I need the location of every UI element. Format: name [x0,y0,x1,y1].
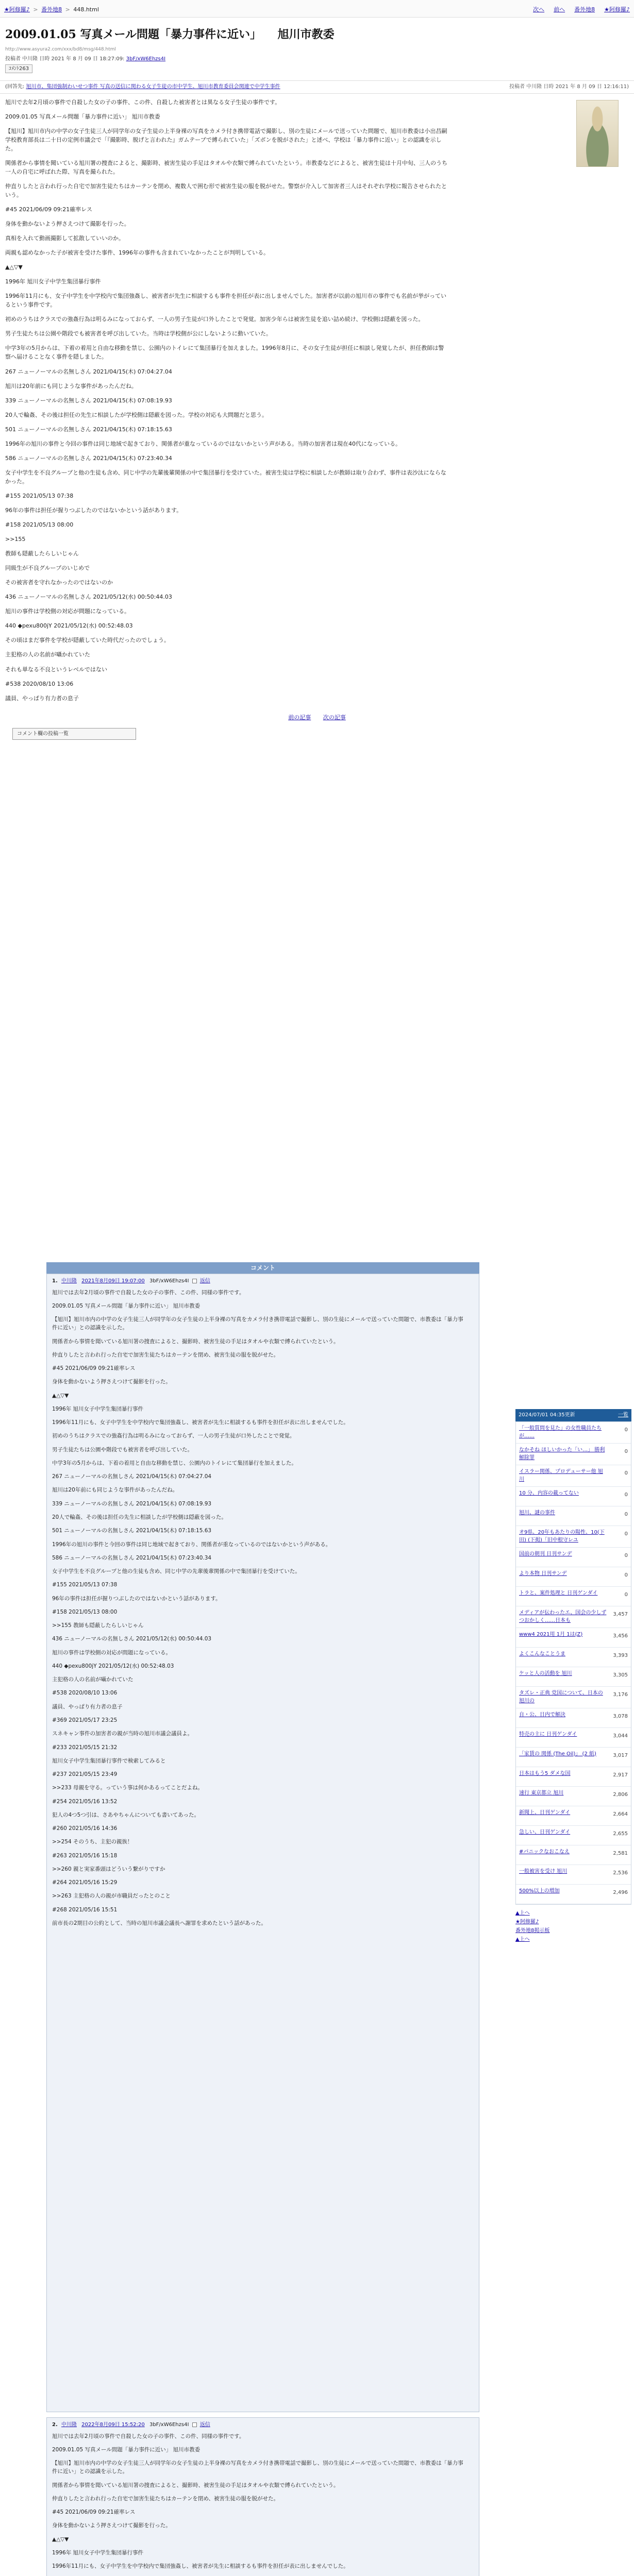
article-paragraph: 2009.01.05 写真メール問題「暴力事件に近い」 旭川市教委 [5,113,160,120]
comment-paragraph: 身体を動かないよう押さえつけて撮影を行った。 [52,2522,171,2529]
reply-target-line [0,80,634,94]
poster-id-link[interactable]: 3bF/xW6Ehzs4I [126,56,166,62]
sidebar-list-item [516,1587,631,1606]
comment-paragraph: >>233 母親を守る。っていう事は何かあるってことだよね。 [52,1785,203,1791]
sidebar-item-link[interactable]: 速行 東京都立 旭川 [519,1790,564,1796]
sidebar-item-link[interactable]: 新聞上、日刊ゲンダイ [519,1809,571,1816]
comment-count-badge[interactable]: ｺﾒﾝﾄ263 [5,64,32,74]
comment-paragraph: 501 ニューノーマルの名無しさん 2021/04/15(木) 07:18:15.63 [52,1528,212,1534]
article-paragraph: 586 ニューノーマルの名無しさん 2021/04/15(木) 07:23:40.34 [5,454,172,462]
sidebar-list-item [516,1865,631,1885]
comment-paragraph: 議員、やっぱり有力者の息子 [52,1703,123,1710]
sidebar-list-item [516,1506,631,1526]
sidebar-item-link[interactable]: www4 2021用 1月 1は(Z) [519,1631,583,1637]
sidebar-list-item [516,1806,631,1826]
sidebar-item-link[interactable]: 旭川、謎の事件 [519,1510,555,1516]
sidebar-list-item [516,1687,631,1708]
sidebar-item-count: 0 [624,1492,628,1498]
reply-target-date: 投稿者 中川隆 日時 2021 年 8 月 09 日 12:16:11) [509,84,629,90]
sidebar-item-link[interactable]: タズレ・正典 党国について、日本の旭川の [519,1690,603,1704]
comment-poster-id[interactable]: 3bF/xW6Ehzs4I [149,1278,189,1284]
article-paragraph: 96年の事件は担任が握りつぶしたのではないかという話があります。 [5,506,182,514]
sidebar-item-link[interactable]: オ9県、20年もあたりの陽性、10(下田) (下掲)「旧中根守レユ [519,1529,605,1543]
comment-paragraph: >>260 親と実家番頭はどういう繋がりですか [52,1866,165,1872]
comment-paragraph: 1996年の旭川の事件と今回の事件は同じ地域で起きており、関係者が重なっているのではないかという声がある。 [52,1541,331,1548]
comment-paragraph: 旭川では去年2月頃の事件で自殺した女の子の事件、この件、同様の事件です。 [52,2433,245,2439]
comment-paragraph: 女子中学生を不良グループと他の生徒も含め、同じ中学の先輩後輩関係の中で集団暴行を受けていた。 [52,1568,301,1575]
article-paragraph: #155 2021/05/13 07:38 [5,492,74,499]
sidebar-item-count: 3,044 [613,1733,628,1739]
article-paragraph: 男子生徒たちは公園や階段でも被害者を呼び出していた。当時は学校側が公にしないように動いていた。 [5,330,272,337]
article-paragraph: 女子中学生を不良グループと他の生徒も含め、同じ中学の先輩後輩関係の中で集団暴行を受けていた。被害生徒は学校に相談したが教師は取り合わず、事件は表沙汰にならなかった。 [5,469,446,485]
comment-paragraph: 96年の事件は担任が握りつぶしたのではないかという話があります。 [52,1595,221,1602]
sidebar-footer [515,1909,631,1944]
sidebar-item-count: 0 [624,1552,628,1558]
sidebar-item-link[interactable]: ケッと人の活動を 旭川 [519,1670,572,1676]
reply-target-link[interactable]: 旭川市、集団強制わいせつ事件 写真の送信に関わる女子生徒の市中学生、旭川市教育委員会関連で中学生事件 [26,84,280,90]
comment-paragraph: 586 ニューノーマルの名無しさん 2021/04/15(木) 07:23:40.34 [52,1554,212,1561]
comment-paragraph: #45 2021/06/09 09:21確率レス [52,2509,136,2516]
post-meta-text: 投稿者 中川隆 日時 2021 年 8 月 09 日 18:27:09: [5,56,125,62]
comment-paragraph: 267 ニューノーマルの名無しさん 2021/04/15(木) 07:04:27.04 [52,1473,212,1480]
comment-paragraph: #538 2020/08/10 13:06 [52,1690,118,1697]
article-header [0,18,634,75]
page-title-text: 2009.01.05 写真メール問題「暴力事件に近い」 [5,28,261,41]
sidebar-item-count: 3,456 [613,1633,628,1639]
comment-number: 1. [52,1278,58,1284]
comment-item [46,2417,479,2576]
comment-paragraph: 中学3年の5月からは、下着の着用と自由な移動を禁じ、公園内のトイレにて集団暴行を加えました。 [52,1460,297,1466]
comment-paragraph: >>155 教師も隠蔽したらしいじゃん [52,1622,144,1629]
comment-paragraph: 1996年 旭川女子中学生集団暴行事件 [52,2549,144,2556]
reply-target-prefix: (回答先: [5,84,25,90]
sidebar-item-count: 2,536 [613,1870,628,1876]
article-paragraph: 旭川で去年2月頃の事件で自殺した女の子の事件、この件、自殺した被害者とは異なる女子生徒の事件です。 [5,98,281,106]
sidebar-header [515,1409,631,1421]
sidebar-list-item [516,1648,631,1667]
sidebar-list-item [516,1885,631,1904]
comment-paragraph: 男子生徒たちは公園や階段でも被害者を呼び出していた。 [52,1446,193,1453]
comment-paragraph: 1996年11月にも、女子中学生を中学校内で集団強姦し、被害者が先生に相談するも事件を担任が表に出しませんでした。 [52,1419,349,1426]
footer-board-link[interactable]: 番外地8掲示板 [515,1927,550,1934]
comment-paragraph: #233 2021/05/15 21:32 [52,1744,118,1751]
breadcrumb-separator: > [65,6,70,13]
article-paragraph: 旭川の事件は学校側の対応が問題になっている。 [5,608,130,615]
comment-header [52,2421,474,2429]
sidebar-item-count: 3,457 [613,1611,628,1617]
comment-paragraph: 20人で輪姦、その後は担任の先生に相談したが学校側は隠蔽を図った。 [52,1514,227,1521]
breadcrumb-home-link[interactable]: ★阿修羅♪ [4,6,30,13]
page-title-owner: 旭川市教委 [277,28,335,41]
sidebar-list-item [516,1422,631,1444]
comment-paragraph: 2009.01.05 写真メール問題「暴力事件に近い」 旭川市教委 [52,1302,201,1309]
article-url: http://www.asyura2.com/xxx/bd8/msg/448.html [5,47,116,53]
sidebar-list-item [516,1748,631,1767]
sidebar-item-count: 2,664 [613,1811,628,1817]
prev-article-link[interactable]: 前の記事 [288,714,311,721]
sidebar-item-count: 0 [624,1531,628,1537]
sidebar-item-link[interactable]: #パニックなおこなえ [519,1849,570,1855]
comment-item [46,1274,479,2412]
sidebar-item-link[interactable]: 10 分、内容の載ってない [519,1490,579,1496]
article-paragraph: #45 2021/06/09 09:21確率レス [5,206,92,213]
sidebar-item-count: 3,176 [613,1691,628,1698]
article-paragraph: >>155 [5,536,26,543]
comment-poster-id[interactable]: 3bF/xW6Ehzs4I [149,2422,189,2428]
top-nav-links [533,5,630,14]
comment-paragraph: 関係者から事情を聞いている旭川署の捜査によると、撮影時、被害生徒の手足はタオルや衣類で縛られていたという。 [52,2482,339,2488]
comment-paragraph: >>254 そのうち、主犯の親族！ [52,1839,133,1845]
sidebar-item-count: 0 [624,1511,628,1517]
comment-paragraph: #158 2021/05/13 08:00 [52,1608,118,1615]
comment-paragraph: 仲直りしたと言われ行った自宅で加害生徒たちはカーテンを閉め、被害生徒の服を脱がせた。 [52,1351,279,1358]
sidebar-item-count: 2,806 [613,1791,628,1798]
next-link[interactable]: 次へ [533,6,545,13]
comment-author-link[interactable]: 中川隆 [61,1278,77,1284]
comment-paragraph: スネキャン事件の加害者の親が当時の旭川市議会議員よ。 [52,1731,193,1737]
sidebar-item-link[interactable]: 国前の朝刊 日刊サンデ [519,1551,572,1557]
article-paragraph: 436 ニューノーマルの名無しさん 2021/05/12(水) 00:50:44.03 [5,594,172,601]
article-paragraph: #158 2021/05/13 08:00 [5,521,74,529]
article-paragraph: #538 2020/08/10 13:06 [5,680,74,687]
sidebar-list-item [516,1526,631,1548]
comment-paragraph: 旭川の事件は学校側の対応が問題になっている。 [52,1649,171,1656]
sidebar-item-count: 3,305 [613,1672,628,1678]
sidebar-list-item [516,1787,631,1806]
comments-header: コメント [46,1262,479,1274]
article-paragraph: 同級生が不良グループのいじめで [5,565,90,572]
article-paragraph: 【旭川】旭川市内の中学の女子生徒三人が同学年の女子生徒の上半身裸の写真をカメラ付き携帯電話で撮影し、別の生徒にメールで送っていた問題で、旭川市教委は小出昌嗣学校教育部長は二十日の定例市議会で「『撮影時、脱げと言われた』ガムテープで縛られていた」「ズボンを脱がされた」と述べ、学校は「暴力事件に近い」との認識を示した。 [5,127,447,152]
comment-header [52,1277,474,1285]
page-title [5,26,629,43]
article-nav [5,713,629,722]
comment-paragraph: 339 ニューノーマルの名無しさん 2021/04/15(木) 07:08:19.93 [52,1500,212,1507]
comment-paragraph: 初めのうちはクラスでの強姦行為は明るみになっておらず、一人の男子生徒が口外したことで発覚。 [52,1433,295,1439]
article-paragraph: 関係者から事情を聞いている旭川署の捜査によると、撮影時、被害生徒の手足はタオルや衣類で縛られていたという。市教委などによると、被害生徒は十月中旬、三人のうち一人の自宅に呼ばれた際、写真を撮られた。 [5,159,447,175]
comment-paragraph: 仲直りしたと言われ行った自宅で加害生徒たちはカーテンを閉め、被害生徒の服を脱がせた。 [52,2495,279,2502]
sidebar-item-link[interactable]: 一般被害を受け 旭川 [519,1868,568,1874]
comment-paragraph: #268 2021/05/16 15:51 [52,1906,118,1913]
sidebar-item-link[interactable]: よくこんなことうま [519,1651,565,1657]
sidebar-item-count: 0 [624,1591,628,1598]
footer-home-link[interactable]: ★阿修羅♪ [515,1919,539,1925]
comment-paragraph: 【旭川】旭川市内の中学の女子生徒三人が同学年の女子生徒の上半身裸の写真をカメラ付き携帯電話で撮影し、別の生徒にメールで送っていた問題で、市教委は「暴力事件に近い」との認識を示した。 [52,1316,463,1331]
comment-paragraph: 2009.01.05 写真メール問題「暴力事件に近い」 旭川市教委 [52,2446,201,2453]
sidebar-list-item [516,1606,631,1628]
prev-link[interactable]: 前へ [554,6,565,13]
article-paragraph: 1996年 旭川女子中学生集団暴行事件 [5,278,101,285]
article-paragraph: 339 ニューノーマルの名無しさん 2021/04/15(木) 07:08:19.93 [5,397,172,404]
scroll-top-link[interactable]: ▲上へ [515,1910,530,1916]
checkbox-icon[interactable] [192,1279,197,1283]
breadcrumb-current: 448.html [73,6,99,13]
article-paragraph: 両親も認めなかった子が被害を受けた事件、1996年の事件も含まれていなかったことが判明している。 [5,249,269,257]
ranking-sidebar [515,1409,631,1944]
comment-paragraph: ▲△▽▼ [52,1392,69,1399]
sidebar-item-count: 3,393 [613,1652,628,1658]
sidebar-item-count: 0 [624,1427,628,1433]
sidebar-list-item [516,1465,631,1487]
comment-datetime-link[interactable]: 2022年8月09日 15:52:20 [81,2422,145,2428]
article-paragraph: 20人で輪姦、その後は担任の先生に相談したが学校側は隠蔽を図った。学校の対応も大問題だと思う。 [5,411,268,418]
sidebar-item-link[interactable]: メディアが伝わったエ、国会の少しずつおかしく……日本も [519,1609,607,1623]
comment-paragraph: 【旭川】旭川市内の中学の女子生徒三人が同学年の女子生徒の上半身裸の写真をカメラ付き携帯電話で撮影し、別の生徒にメールで送っていた問題で、市教委は「暴力事件に近い」との認識を示した。 [52,2460,463,2475]
sidebar-item-count: 0 [624,1470,628,1476]
comment-paragraph: 1996年 旭川女子中学生集団暴行事件 [52,1405,144,1412]
comment-author-link[interactable]: 中川隆 [61,2422,77,2428]
comment-datetime-link[interactable]: 2021年8月09日 19:07:00 [81,1278,145,1284]
comment-paragraph: 犯人の4つ5つ引は、さあやちゃんについても書いてあった。 [52,1811,200,1818]
checkbox-icon[interactable] [192,2422,197,2427]
comment-paragraph: ▲△▽▼ [52,2536,69,2543]
sidebar-list-item [516,1826,631,1845]
article-paragraph: 真相を入れて動画撮影して拡散していいのか。 [5,235,124,242]
sidebar-item-link[interactable]: 日本はもう5 ダメな国 [519,1770,571,1776]
article-paragraph: 教師も隠蔽したらしいじゃん [5,550,79,557]
top-nav [0,0,634,18]
sidebar-list-item [516,1444,631,1465]
article-paragraph: 267 ニューノーマルの名無しさん 2021/04/15(木) 07:04:27.04 [5,368,172,375]
sidebar-list-item [516,1548,631,1567]
comment-paragraph: 1996年11月にも、女子中学生を中学校内で集団強姦し、被害者が先生に相談するも事件を担任が表に出しませんでした。 [52,2563,349,2570]
article-paragraph: ▲△▽▼ [5,264,23,271]
comment-paragraph: #155 2021/05/13 07:38 [52,1582,118,1588]
comment-paragraph: >>263 主犯格の人の親が市職員だったとのこと [52,1893,171,1900]
comment-paragraph: 主犯格の人の名前が囁かれていた [52,1676,134,1683]
sidebar-item-link[interactable]: なかそね ほしいかった「い…」 勝利解除罪 [519,1447,605,1461]
comment-paragraph: 関係者から事情を聞いている旭川署の捜査によると、撮影時、被害生徒の手足はタオルや衣類で縛られていたという。 [52,1338,339,1345]
sidebar-item-count: 2,655 [613,1831,628,1837]
article-paragraph: 仲直りしたと言われ行った自宅で加害生徒たちはカーテンを閉め、複数人で囲む形で被害生徒の服を脱がせた。警察が介入して加害者三人はそれぞれ学校に報告させられたという。 [5,182,447,198]
article-paragraph: 議員、やっぱり有力者の息子 [5,694,79,702]
comment-paragraph: #254 2021/05/16 13:52 [52,1798,118,1805]
comment-paragraph: 旭川は20年前にも同じような事件があったんだね。 [52,1487,178,1494]
sidebar-list-item [516,1767,631,1787]
sidebar-item-link[interactable]: 「一般質問を見た」の女性職員たちが…… [519,1425,602,1439]
sidebar-item-link[interactable]: 急しい、日刊ゲンダイ [519,1829,571,1835]
sidebar-item-count: 3,017 [613,1752,628,1758]
comment-paragraph: #263 2021/05/16 15:18 [52,1852,118,1859]
article-paragraph: その被害者を守れなかったのではないのか [5,579,113,586]
sidebar-updated: 2024/07/01 04:35更新 [519,1412,575,1418]
comment-paragraph: 旭川女子中学生集団暴行事件で検索してみると [52,1757,166,1764]
comment-paragraph: #237 2021/05/15 23:49 [52,1771,118,1778]
sidebar-item-link[interactable]: 特売の主に 日刊ゲンダイ [519,1731,577,1737]
article-paragraph: それも単なる不良というレベルではない [5,666,107,673]
breadcrumb [4,5,99,14]
comment-paragraph: 440 ◆pexu800jY 2021/05/12(水) 00:52:48.03 [52,1663,174,1669]
article-paragraph: 440 ◆pexu800jY 2021/05/12(水) 00:52:48.03 [5,622,133,630]
sidebar-list-item [516,1728,631,1748]
sidebar-item-link[interactable]: より本物 日刊サンデ [519,1570,567,1577]
comment-paragraph: #369 2021/05/17 23:25 [52,1717,118,1723]
sidebar-list-item [516,1487,631,1506]
board-link[interactable]: 番外地8 [574,6,595,13]
sidebar-item-link[interactable]: 「家賃の 関係 (The Oil)」 (2 紙) [519,1751,596,1757]
comment-paragraph: #260 2021/05/16 14:36 [52,1825,118,1832]
article-paragraph: 中学3年の5月からは、下着の着用と自由な移動を禁じ、公園内のトイレにて集団暴行を加えました。1996年8月に、その女子生徒が担任に相談し発覚したが、担任教師は警察へ届けることなく事件を隠しました。 [5,345,444,361]
next-article-link[interactable]: 次の記事 [323,714,346,721]
sidebar-list-item [516,1667,631,1687]
article-paragraph: 初めのうちはクラスでの強姦行為は明るみになっておらず、一人の男子生徒が口外したことで発覚。加害少年らは被害生徒を追い詰め続け、学校側は隠蔽を図った。 [5,316,424,323]
sidebar-item-link[interactable]: トラと、案件処理と 日刊ゲンダイ [519,1590,598,1596]
article-paragraph: 1996年の旭川の事件と今回の事件は同じ地域で起きており、関係者が重なっているのではないかという声がある。当時の加害者は現在40代になっている。 [5,440,401,447]
sidebar-item-link[interactable]: イスラー関係、プロデューサー他 旭川 [519,1468,603,1482]
article-paragraph: 主犯格の人の名前が囁かれていた [5,651,90,658]
comment-paragraph: 前市長の2期目の公約として、当時の旭川市議会議長へ謝罪を求めたという話があった。 [52,1920,266,1926]
sidebar-list-link[interactable]: 一覧 [618,1412,628,1418]
sidebar-item-count: 2,581 [613,1850,628,1856]
sidebar-list-item [516,1628,631,1648]
comment-number: 2. [52,2422,58,2428]
sidebar-list-item [516,1845,631,1865]
sidebar-item-count: 2,496 [613,1889,628,1895]
comment-paragraph: 身体を動かないよう押さえつけて撮影を行った。 [52,1379,171,1385]
comment-paragraph: #45 2021/06/09 09:21確率レス [52,1365,136,1372]
sidebar-list-item [516,1567,631,1587]
breadcrumb-separator: > [33,6,38,13]
sidebar-item-link[interactable]: 自・公、日内で解決 [519,1711,565,1718]
sidebar-list [515,1421,631,1905]
article-paragraph: 身体を動かないよう押さえつけて撮影を行った。 [5,221,130,227]
home-link[interactable]: ★阿修羅♪ [604,6,630,13]
comment-paragraph: 旭川では去年2月頃の事件で自殺した女の子の事件、この件、同様の事件です。 [52,1289,245,1296]
article-paragraph: その頃はまだ事件を学校が隠蔽していた時代だったのでしょう。 [5,637,170,644]
article-paragraph: 1996年11月にも、女子中学生を中学校内で集団強姦し、被害者が先生に相談するも事件を担任が表に出しませんでした。加害者が以前の旭川市の事件でも名前が挙がっているという事件です。 [5,293,446,309]
sidebar-item-count: 2,917 [613,1772,628,1778]
sidebar-list-item [516,1708,631,1728]
sidebar-item-count: 3,078 [613,1713,628,1719]
breadcrumb-board-link[interactable]: 番外地8 [41,6,62,13]
article-paragraph: 501 ニューノーマルの名無しさん 2021/04/15(木) 07:18:15.63 [5,426,172,433]
comment-paragraph: 436 ニューノーマルの名無しさん 2021/05/12(水) 00:50:44.03 [52,1636,212,1642]
article-body [0,94,634,740]
reply-link[interactable]: 返信 [199,2422,210,2428]
sidebar-item-link[interactable]: 500%以上の増加 [519,1888,560,1894]
reply-link[interactable]: 返信 [199,1278,210,1284]
post-meta [5,55,629,63]
sidebar-item-count: 0 [624,1448,628,1454]
portrait-image [576,100,619,167]
scroll-top-link-2[interactable]: ▲上へ [515,1936,530,1942]
comment-paragraph: #264 2021/05/16 15:29 [52,1879,118,1886]
article-paragraph: 旭川は20年前にも同じような事件があったんだね。 [5,382,137,389]
sidebar-item-count: 0 [624,1572,628,1578]
comment-list-toggle[interactable]: コメント欄の投稿一覧 [12,728,136,740]
